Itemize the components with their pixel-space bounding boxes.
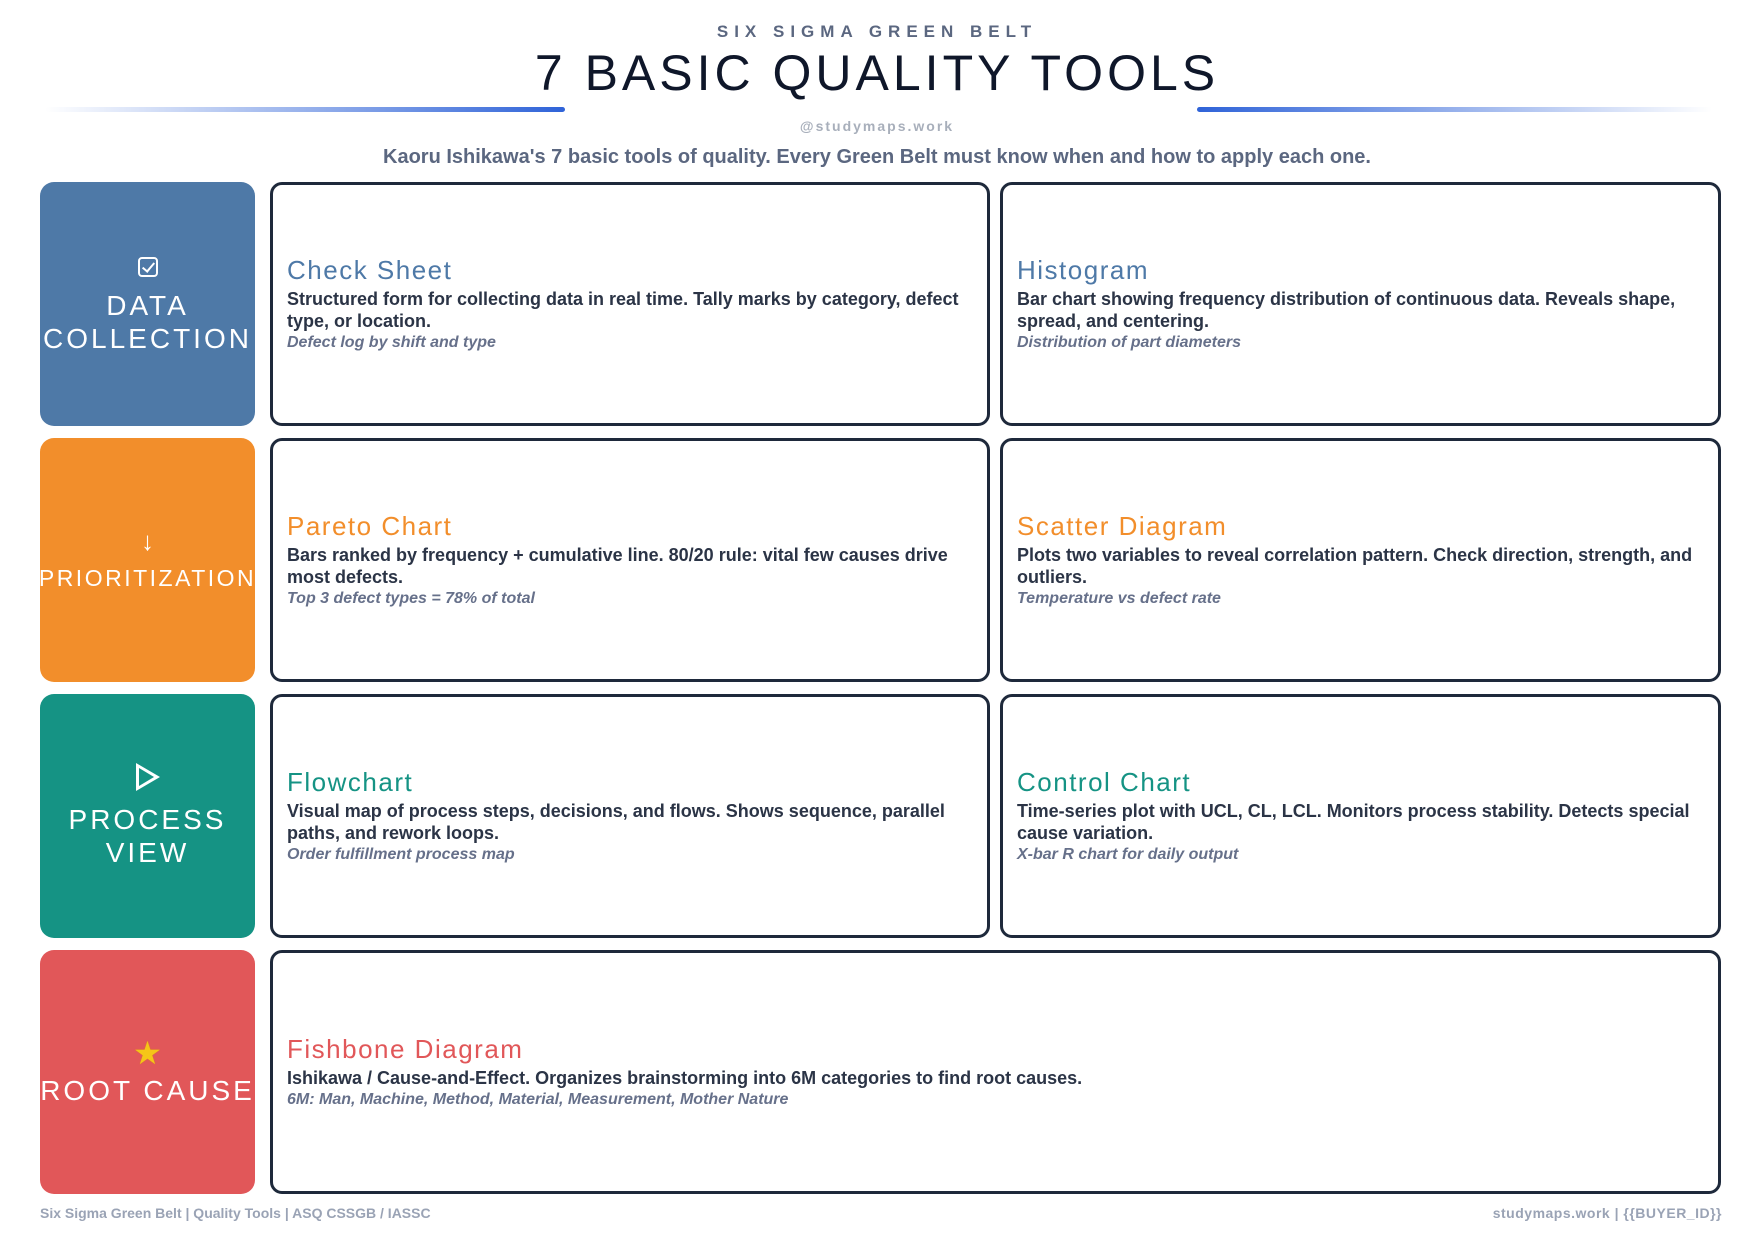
page-header — [0, 0, 1754, 180]
category-process-view — [40, 694, 255, 938]
page-subtitle: Kaoru Ishikawa's 7 basic tools of quality. Every Green Belt must know when and how to apply each one. — [383, 146, 1371, 168]
card-description: Visual map of process steps, decisions, and flows. Shows sequence, parallel paths, and rework loops. — [287, 801, 945, 843]
tool-card-flowchart — [270, 694, 990, 938]
play-icon — [136, 763, 160, 797]
page-title: 7 BASIC QUALITY TOOLS — [534, 45, 1220, 101]
card-description: Time-series plot with UCL, CL, LCL. Monitors process stability. Detects special cause variation. — [1017, 801, 1690, 843]
tool-card-pareto-chart — [270, 438, 990, 682]
card-example: Defect log by shift and type — [287, 334, 496, 351]
card-description: Bars ranked by frequency + cumulative line. 80/20 rule: vital few causes drive most defects. — [287, 545, 948, 587]
card-title: Flowchart — [287, 767, 414, 797]
card-title: Pareto Chart — [287, 511, 453, 541]
category-root-cause — [40, 950, 255, 1194]
card-example: 6M: Man, Machine, Method, Material, Measurement, Mother Nature — [287, 1091, 789, 1108]
row-prioritization — [40, 438, 1722, 682]
star-icon: ★ — [133, 1034, 162, 1071]
category-data-collection — [40, 182, 255, 426]
card-description: Bar chart showing frequency distribution of continuous data. Reveals shape, spread, and centering. — [1017, 289, 1676, 331]
card-title: Control Chart — [1017, 767, 1192, 797]
footer-left: Six Sigma Green Belt | Quality Tools | ASQ CSSGB / IASSC — [40, 1205, 431, 1221]
category-label: PROCESS VIEW — [68, 804, 227, 868]
title-rule-left — [45, 107, 565, 112]
footer-right: studymaps.work | {{BUYER_ID}} — [1492, 1205, 1722, 1221]
card-example: Temperature vs defect rate — [1017, 590, 1221, 607]
card-title: Scatter Diagram — [1017, 511, 1228, 541]
author-handle: @studymaps.work — [799, 118, 955, 134]
check-box-icon — [138, 253, 158, 283]
card-example: Top 3 defect types = 78% of total — [287, 590, 535, 607]
card-title: Fishbone Diagram — [287, 1034, 524, 1064]
category-label: ROOT CAUSE — [40, 1074, 255, 1106]
card-example: Distribution of part diameters — [1017, 334, 1242, 351]
card-description: Plots two variables to reveal correlation pattern. Check direction, strength, and outliers. — [1017, 545, 1693, 587]
card-description: Structured form for collecting data in real time. Tally marks by category, defect type, or location. — [287, 289, 959, 331]
row-root-cause — [40, 950, 1722, 1194]
tool-card-check-sheet — [270, 182, 990, 426]
category-label: DATA COLLECTION — [43, 290, 252, 354]
card-example: X-bar R chart for daily output — [1017, 846, 1239, 863]
card-title: Histogram — [1017, 255, 1149, 285]
card-example: Order fulfillment process map — [287, 846, 515, 863]
card-title: Check Sheet — [287, 255, 453, 285]
eyebrow-text: SIX SIGMA GREEN BELT — [716, 22, 1038, 41]
arrow-down-icon: ↓ — [141, 525, 154, 556]
category-prioritization — [40, 438, 255, 682]
title-row — [0, 44, 1754, 108]
card-description: Ishikawa / Cause-and-Effect. Organizes brainstorming into 6M categories to find root causes. — [287, 1068, 1083, 1088]
row-process-view — [40, 694, 1722, 938]
tool-card-histogram — [1000, 182, 1721, 426]
tool-card-fishbone-diagram — [270, 950, 1721, 1194]
row-data-collection — [40, 182, 1722, 426]
category-label: PRIORITIZATION — [38, 564, 257, 591]
title-rule-right — [1197, 107, 1712, 112]
tool-card-control-chart — [1000, 694, 1721, 938]
tool-card-scatter-diagram — [1000, 438, 1721, 682]
